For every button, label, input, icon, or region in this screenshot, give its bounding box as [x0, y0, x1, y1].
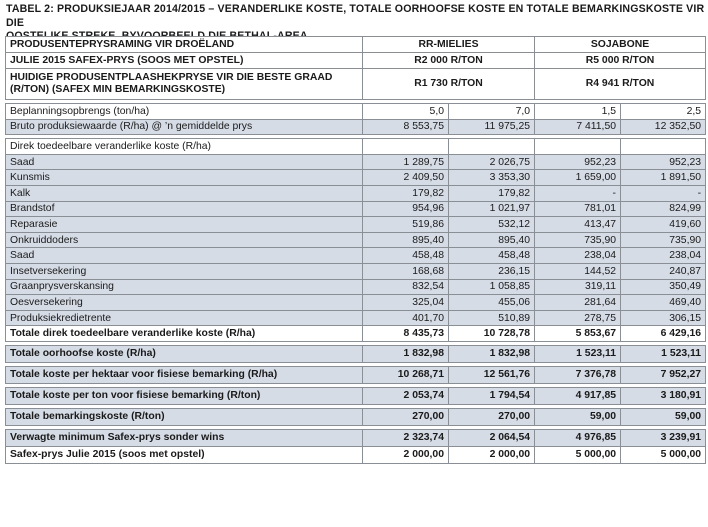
farmgate-soy: R4 941 R/TON	[535, 69, 706, 100]
final-row: Verwagte minimum Safex-prys sonder wins 2 323,74 2 064,54 4 976,85 3 239,91	[6, 429, 706, 446]
farmgate-label: HUIDIGE PRODUSENTPLAASHEKPRYSE VIR DIE BESTE GRAAD (R/TON) (SAFEX MIN BEMARKINGSKOSTE)	[6, 69, 363, 100]
cost-table	[5, 36, 706, 464]
table-row: Produksiekredietrente 401,70 510,89 278,75 306,15	[6, 310, 706, 326]
header-row-safex	[6, 53, 706, 69]
header-row-farmgate	[6, 69, 706, 100]
table-row: Beplanningsopbrengs (ton/ha) 5,0 7,0 1,5 2,5	[6, 104, 706, 120]
section-heading-row	[6, 139, 706, 155]
table-row: Kalk 179,82 179,82 - -	[6, 185, 706, 201]
summary-row: Totale bemarkingskoste (R/ton) 270,00 270,00 59,00 59,00	[6, 408, 706, 425]
final-row: Safex-prys Julie 2015 (soos met opstel) 2 000,00 2 000,00 5 000,00 5 000,00	[6, 446, 706, 463]
summary-row: Totale koste per ton voor fisiese bemarking (R/ton) 2 053,74 1 794,54 4 917,85 3 180,91	[6, 387, 706, 404]
table-row: Saad 1 289,75 2 026,75 952,23 952,23	[6, 154, 706, 170]
safex-maize: R2 000 R/TON	[363, 53, 535, 69]
table-row: Reparasie 519,86 532,12 413,47 419,60	[6, 217, 706, 233]
safex-soy: R5 000 R/TON	[535, 53, 706, 69]
caption-line-1: TABEL 2: PRODUKSIEJAAR 2014/2015 – VERANDERLIKE KOSTE, TOTALE OORHOOFSE KOSTE EN TOTALE BEMARKINGSKOSTE VIR DIE	[6, 3, 705, 29]
table-title: PRODUSENTEPRYSRAMING VIR DROËLAND	[6, 37, 363, 53]
table-row: Graanprysverskansing 832,54 1 058,85 319,11 350,49	[6, 279, 706, 295]
table-row: Onkruiddoders 895,40 895,40 735,90 735,90	[6, 232, 706, 248]
table-row: Brandstof 954,96 1 021,97 781,01 824,99	[6, 201, 706, 217]
table-row: Bruto produksiewaarde (R/ha) @ ’n gemiddelde prys 8 553,75 11 975,25 7 411,50 12 352,50	[6, 119, 706, 135]
summary-row: Totale koste per hektaar voor fisiese bemarking (R/ha) 10 268,71 12 561,76 7 376,78 7 952,27	[6, 366, 706, 383]
table-row: Oesversekering 325,04 455,06 281,64 469,40	[6, 295, 706, 311]
crop-maize-header: RR-MIELIES	[363, 37, 535, 53]
summary-row: Totale oorhoofse koste (R/ha) 1 832,98 1 832,98 1 523,11 1 523,11	[6, 345, 706, 362]
section-heading: Direk toedeelbare veranderlike koste (R/ha)	[6, 139, 363, 155]
total-variable-row: Totale direk toedeelbare veranderlike koste (R/ha) 8 435,73 10 728,78 5 853,67 6 429,16	[6, 326, 706, 342]
table-row: Kunsmis 2 409,50 3 353,30 1 659,00 1 891,50	[6, 170, 706, 186]
table-row: Insetversekering 168,68 236,15 144,52 240,87	[6, 263, 706, 279]
crop-soy-header: SOJABONE	[535, 37, 706, 53]
safex-label: JULIE 2015 SAFEX-PRYS (SOOS MET OPSTEL)	[6, 53, 363, 69]
header-row-crops	[6, 37, 706, 53]
farmgate-maize: R1 730 R/TON	[363, 69, 535, 100]
table-row: Saad 458,48 458,48 238,04 238,04	[6, 248, 706, 264]
